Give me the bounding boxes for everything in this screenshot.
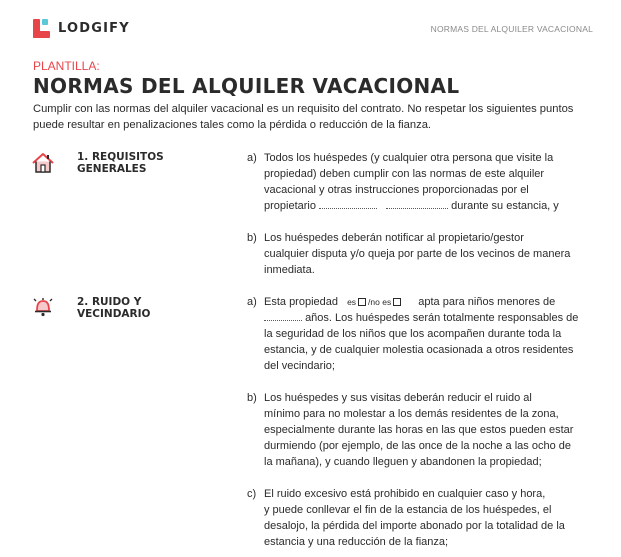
header-title: NORMAS DEL ALQUILER VACACIONAL <box>430 24 593 34</box>
blank-field[interactable] <box>319 199 377 209</box>
bell-icon <box>31 294 55 318</box>
page-title: NORMAS DEL ALQUILER VACACIONAL <box>33 74 460 98</box>
logo-text: LODGIFY <box>58 21 130 36</box>
intro-paragraph: Cumplir con las normas del alquiler vacacional es un requisito del contrato. No respetar los siguientes puntos puede resultar en penalizaciones tales como la pérdida o reducción de la fianza. <box>33 103 574 131</box>
house-icon <box>31 151 55 175</box>
template-label: PLANTILLA: <box>33 59 100 73</box>
yes-checkbox[interactable] <box>358 298 366 306</box>
blank-field[interactable] <box>386 199 448 209</box>
no-checkbox[interactable] <box>393 298 401 306</box>
section-title-noise-neighborhood: 2. RUIDO Y VECINDARIO <box>77 296 151 320</box>
lodgify-logo-icon <box>33 19 50 38</box>
blank-field[interactable] <box>264 311 302 321</box>
page-header <box>33 19 593 41</box>
lodgify-logo <box>33 19 130 38</box>
section-title-general-requirements: 1. REQUISITOS GENERALES <box>77 151 164 175</box>
